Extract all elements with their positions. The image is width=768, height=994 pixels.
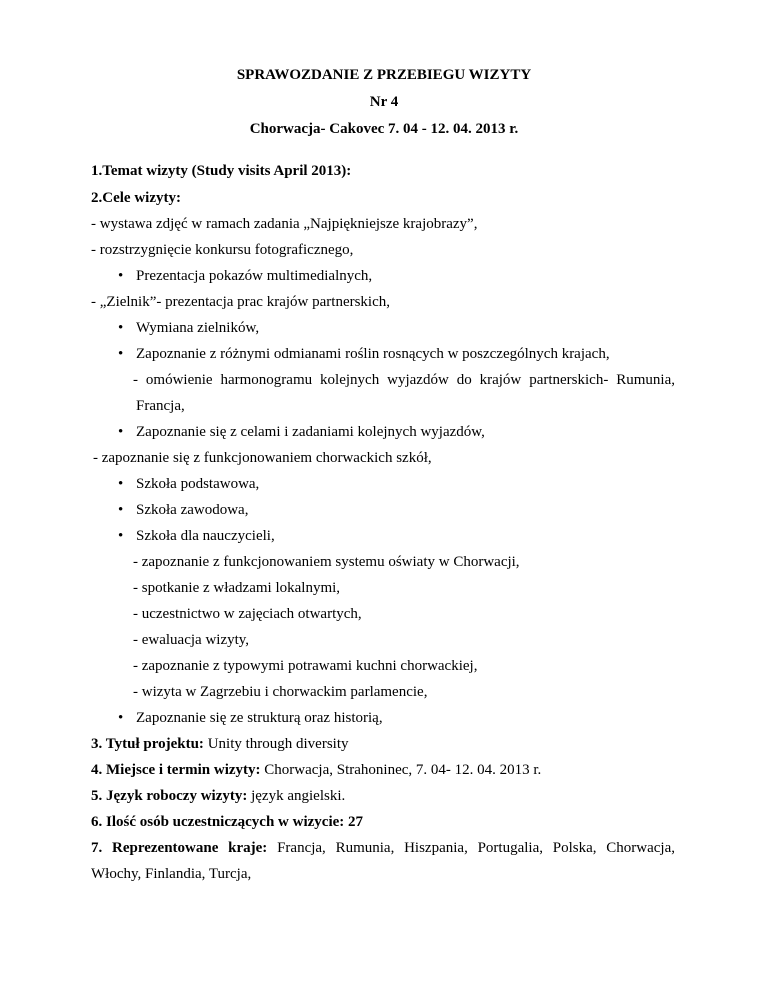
section-3-value: Unity through diversity	[207, 736, 349, 752]
sub-line: - wizyta w Zagrzebiu i chorwackim parlamencie,	[133, 684, 428, 700]
section-4	[91, 761, 541, 779]
bullet-icon: •	[118, 320, 124, 336]
goal-line-justified: - omówienie harmonogramu kolejnych wyjazdów do krajów partnerskich- Rumunia,	[133, 372, 675, 388]
sub-line: - zapoznanie z typowymi potrawami kuchni chorwackiej,	[133, 658, 478, 674]
bullet-icon: •	[118, 710, 124, 726]
section-7-continued: Włochy, Finlandia, Turcja,	[91, 866, 252, 882]
bullet-icon: •	[118, 268, 124, 284]
goal-line: - rozstrzygnięcie konkursu fotograficznego,	[91, 242, 354, 258]
goal-line: - wystawa zdjęć w ramach zadania „Najpiękniejsze krajobrazy”,	[91, 216, 478, 232]
section-1-heading: 1.Temat wizyty (Study visits April 2013):	[91, 163, 352, 179]
section-3-label: 3. Tytuł projektu:	[91, 736, 204, 752]
bullet-icon: •	[118, 502, 124, 518]
bullet-text: Szkoła zawodowa,	[136, 502, 249, 518]
section-5-value: język angielski.	[251, 788, 346, 804]
section-7-value: Francja, Rumunia, Hiszpania, Portugalia, Polska, Chorwacja,	[277, 840, 676, 856]
section-7	[91, 839, 675, 857]
goal-line: - „Zielnik”- prezentacja prac krajów partnerskich,	[91, 294, 391, 310]
section-5	[91, 787, 345, 805]
bullet-icon: •	[118, 476, 124, 492]
goal-line: - zapoznanie się z funkcjonowaniem chorwackich szkół,	[93, 450, 432, 466]
section-6: 6. Ilość osób uczestniczących w wizycie: 27	[91, 814, 364, 830]
section-2-heading: 2.Cele wizyty:	[91, 190, 181, 206]
sub-line: - spotkanie z władzami lokalnymi,	[133, 580, 341, 596]
bullet-icon: •	[118, 528, 124, 544]
section-5-label: 5. Język roboczy wizyty:	[91, 788, 248, 804]
sub-line: - zapoznanie z funkcjonowaniem systemu oświaty w Chorwacji,	[133, 554, 520, 570]
goal-line-continued: Francja,	[136, 398, 185, 414]
bullet-icon: •	[118, 424, 124, 440]
bullet-text: Prezentacja pokazów multimedialnych,	[136, 268, 373, 284]
section-4-value: Chorwacja, Strahoninec, 7. 04- 12. 04. 2013 r.	[264, 762, 542, 778]
bullet-text: Wymiana zielników,	[136, 320, 260, 336]
report-number: Nr 4	[369, 94, 399, 110]
section-3	[91, 735, 349, 753]
place-date: Chorwacja- Cakovec 7. 04 - 12. 04. 2013 r.	[249, 121, 519, 137]
bullet-icon: •	[118, 346, 124, 362]
document-title: SPRAWOZDANIE Z PRZEBIEGU WIZYTY	[236, 67, 532, 83]
bullet-text: Zapoznanie z różnymi odmianami roślin rosnących w poszczególnych krajach,	[136, 346, 610, 362]
sub-line: - uczestnictwo w zajęciach otwartych,	[133, 606, 362, 622]
section-4-label: 4. Miejsce i termin wizyty:	[91, 762, 261, 778]
sub-line: - ewaluacja wizyty,	[133, 632, 250, 648]
section-7-label: 7. Reprezentowane kraje:	[91, 840, 268, 856]
bullet-text: Zapoznanie się ze strukturą oraz historią,	[136, 710, 383, 726]
bullet-text: Zapoznanie się z celami i zadaniami kolejnych wyjazdów,	[136, 424, 485, 440]
bullet-text: Szkoła dla nauczycieli,	[136, 528, 275, 544]
bullet-text: Szkoła podstawowa,	[136, 476, 260, 492]
